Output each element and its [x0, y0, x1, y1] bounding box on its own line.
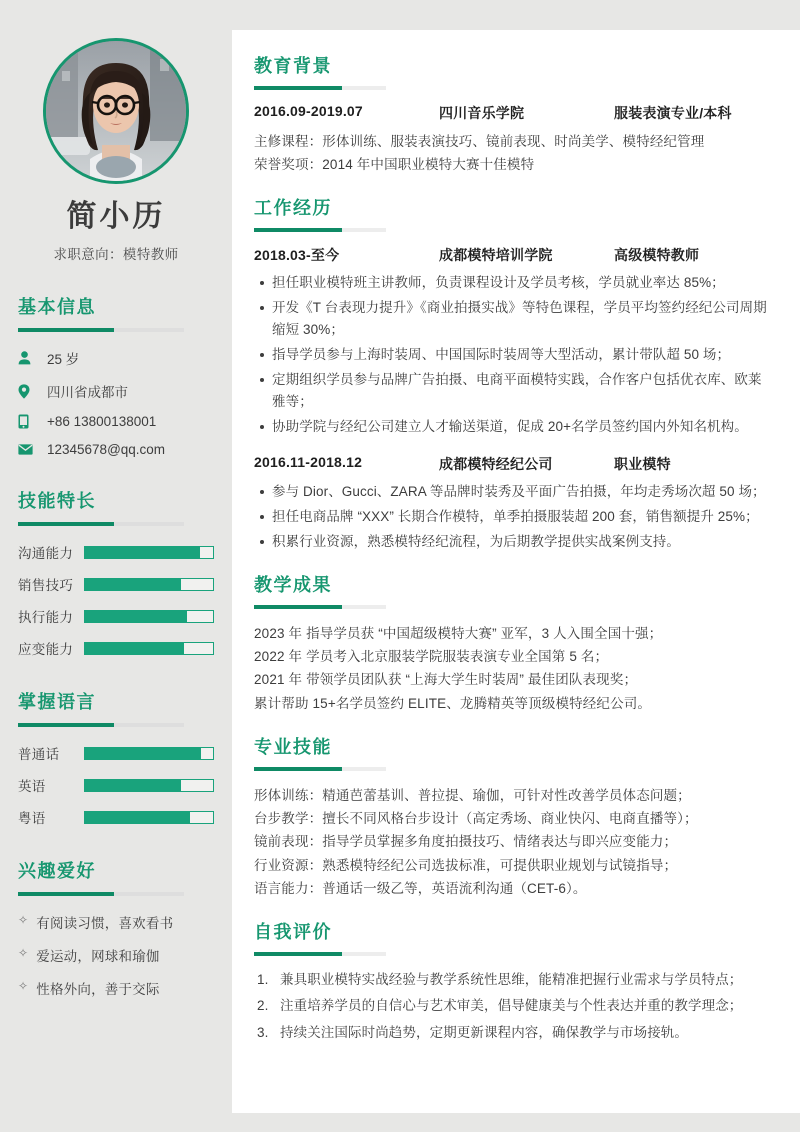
education-heading: 教育背景: [254, 56, 332, 76]
education-entry-head: [254, 103, 772, 123]
hobby-text: 有阅读习惯，喜欢看书: [36, 916, 174, 931]
skill-bar-fill: [85, 611, 187, 622]
work-company: 成都模特经纪公司: [439, 456, 553, 473]
section-teaching-achievements: [254, 571, 772, 715]
self-eval-item: 注重培养学员的自信心与艺术审美，倡导健康美与个性表达并重的教学理念；: [280, 998, 743, 1014]
languages-heading: 掌握语言: [18, 692, 96, 712]
hobby-text: 性格外向，善于交际: [36, 982, 160, 997]
location-pin-icon: [18, 384, 38, 399]
person-name: 简小历: [66, 200, 166, 233]
skill-bar-label: 沟通能力: [18, 546, 74, 561]
section-self-evaluation: [254, 918, 772, 1044]
section-education: [254, 52, 772, 176]
diamond-bullet-icon: ✧: [18, 979, 29, 993]
portrait-photo-icon: [46, 41, 186, 181]
skill-bar-track: [84, 610, 214, 623]
main-panel: [232, 30, 800, 1113]
heading-rule: [254, 228, 386, 232]
hobby-list: [18, 912, 214, 998]
professional-heading: 专业技能: [254, 736, 332, 757]
hobby-item: [18, 945, 214, 965]
work-entry-list: [254, 245, 772, 553]
professional-line: 镜前表现：指导学员掌握多角度拍摄技巧、情绪表达与即兴应变能力；: [254, 834, 678, 850]
envelope-icon: [18, 444, 38, 455]
language-bar-label: 粤语: [18, 811, 46, 826]
work-bullet-item: 担任电商品牌 “XXX” 长期合作模特，单季拍摄服装超 200 套，销售额提升 25%；: [272, 506, 772, 528]
education-line: 荣誉奖项：2014 年中国职业模特大赛十佳模特: [254, 157, 535, 173]
language-bar-row: [18, 807, 214, 827]
work-role: 高级模特教师: [614, 247, 700, 264]
professional-line: 形体训练：精通芭蕾基训、普拉提、瑜伽，可针对性改善学员体态问题；: [254, 787, 691, 803]
hobbies-heading: 兴趣爱好: [18, 861, 96, 881]
language-bar-track: [84, 811, 214, 824]
section-languages: [18, 688, 214, 827]
skill-bar-track: [84, 546, 214, 559]
skill-bar-label: 执行能力: [18, 610, 74, 625]
work-bullet-list: [254, 272, 772, 437]
skill-bar-fill: [85, 547, 200, 558]
teaching-line: 2022 年 学员考入北京服装学院服装表演专业全国第 5 名；: [254, 649, 609, 665]
teaching-heading: 教学成果: [254, 575, 332, 596]
language-bar-list: [18, 743, 214, 827]
contact-row-age: [18, 348, 214, 368]
heading-rule: [18, 522, 184, 526]
work-bullet-item: 担任职业模特班主讲教师，负责课程设计及学员考核，学员就业率达 85%；: [272, 272, 772, 294]
heading-rule: [18, 892, 184, 896]
professional-line-list: [254, 784, 772, 900]
work-company: 成都模特培训学院: [439, 247, 553, 264]
work-heading: 工作经历: [254, 198, 332, 219]
teaching-line: 2023 年 指导学员获 “中国超级模特大赛” 亚军，3 人入围全国十强；: [254, 626, 663, 642]
professional-line: 语言能力：普通话一级乙等，英语流利沟通（CET-6）。: [254, 880, 587, 896]
language-bar-label: 英语: [18, 779, 46, 794]
language-bar-row: [18, 743, 214, 763]
contact-value: 25 岁: [47, 352, 80, 367]
skill-bar-fill: [85, 579, 181, 590]
avatar: [43, 38, 189, 184]
sidebar: [0, 0, 232, 1132]
work-bullet-item: 协助学院与经纪公司建立人才输送渠道，促成 20+名学员签约国内外知名机构。: [272, 416, 772, 438]
diamond-bullet-icon: ✧: [18, 913, 29, 927]
heading-rule: [254, 952, 386, 956]
section-work-experience: [254, 194, 772, 553]
self-eval-item: 持续关注国际时尚趋势，定期更新课程内容，确保教学与市场接轨。: [280, 1024, 688, 1040]
person-icon: [18, 351, 38, 365]
professional-line: 行业资源：熟悉模特经纪公司选拔标准，可提供职业规划与试镜指导；: [254, 857, 678, 873]
heading-rule: [18, 723, 184, 727]
contact-row-email: [18, 442, 214, 457]
skill-bar-label: 应变能力: [18, 642, 74, 657]
work-bullet-item: 开发《T 台表现力提升》《商业拍摄实战》等特色课程，学员平均签约经纪公司周期缩短 30%；: [272, 297, 772, 341]
work-bullet-item: 指导学员参与上海时装周、中国国际时装周等大型活动，累计带队超 50 场；: [272, 344, 772, 366]
skill-bar-label: 销售技巧: [18, 578, 74, 593]
education-line: 主修课程：形体训练、服装表演技巧、镜前表现、时尚美学、模特经纪管理: [254, 134, 705, 149]
self-eval-list: [254, 969, 772, 1044]
self-eval-item: 兼具职业模特实战经验与教学系统性思维，能精准把握行业需求与学员特点；: [280, 972, 743, 987]
language-bar-fill: [85, 812, 190, 823]
work-bullet-item: 参与 Dior、Gucci、ZARA 等品牌时装秀及平面广告拍摄，年均走秀场次超 50 场；: [272, 481, 772, 503]
phone-icon: [18, 414, 38, 429]
skills-heading: 技能特长: [18, 491, 96, 511]
work-entry-head: [254, 245, 772, 265]
teaching-line-list: [254, 622, 772, 715]
language-bar-track: [84, 779, 214, 792]
contact-value: 四川省成都市: [47, 385, 128, 400]
diamond-bullet-icon: ✧: [18, 946, 29, 960]
skill-bar-track: [84, 642, 214, 655]
education-detail-lines: [254, 130, 772, 176]
hobby-item: [18, 978, 214, 998]
heading-rule: [254, 86, 386, 90]
hobby-item: [18, 912, 214, 932]
section-professional-skills: [254, 733, 772, 900]
contact-row-phone: [18, 414, 214, 429]
hobby-text: 爱运动，网球和瑜伽: [36, 949, 160, 964]
skill-bar-row: [18, 542, 214, 562]
heading-rule: [254, 767, 386, 771]
heading-rule: [18, 328, 184, 332]
contact-value: +86 13800138001: [47, 414, 157, 429]
professional-line: 台步教学：擅长不同风格台步设计（高定秀场、商业快闪、电商直播等）；: [254, 811, 698, 827]
skill-bar-row: [18, 638, 214, 658]
section-hobbies: [18, 857, 214, 998]
education-date: 2016.09-2019.07: [254, 103, 363, 119]
work-bullet-item: 积累行业资源，熟悉模特经纪流程，为后期教学提供实战案例支持。: [272, 531, 772, 553]
skill-bar-row: [18, 606, 214, 626]
skill-bar-row: [18, 574, 214, 594]
language-bar-row: [18, 775, 214, 795]
work-bullet-list: [254, 481, 772, 553]
basic-info-heading: 基本信息: [18, 297, 96, 317]
section-basic-info: [18, 293, 214, 457]
avatar-wrapper: [18, 38, 214, 184]
language-bar-fill: [85, 748, 201, 759]
teaching-line: 累计帮助 15+名学员签约 ELITE、龙腾精英等顶级模特经纪公司。: [254, 695, 652, 711]
skill-bar-fill: [85, 643, 184, 654]
education-org: 四川音乐学院: [439, 105, 525, 121]
entry-spacer: [254, 440, 772, 454]
contact-row-location: [18, 381, 214, 401]
teaching-line: 2021 年 带领学员团队获 “上海大学生时装周” 最佳团队表现奖；: [254, 672, 638, 688]
work-bullet-item: 定期组织学员参与品牌广告拍摄、电商平面模特实践，合作客户包括优衣库、欧莱雅等；: [272, 369, 772, 413]
work-role: 职业模特: [614, 456, 671, 473]
language-bar-label: 普通话: [18, 747, 60, 762]
heading-rule: [254, 605, 386, 609]
section-skills: [18, 487, 214, 658]
skills-bar-list: [18, 542, 214, 658]
education-major: 服装表演专业/本科: [614, 105, 732, 121]
work-date: 2018.03-至今: [254, 247, 340, 264]
language-bar-fill: [85, 780, 181, 791]
skill-bar-track: [84, 578, 214, 591]
contact-value: 12345678@qq.com: [47, 442, 166, 457]
work-date: 2016.11-2018.12: [254, 454, 363, 471]
language-bar-track: [84, 747, 214, 760]
work-entry-head: [254, 454, 772, 474]
job-target: 求职意向：模特教师: [53, 247, 179, 262]
self-eval-heading: 自我评价: [254, 922, 332, 942]
